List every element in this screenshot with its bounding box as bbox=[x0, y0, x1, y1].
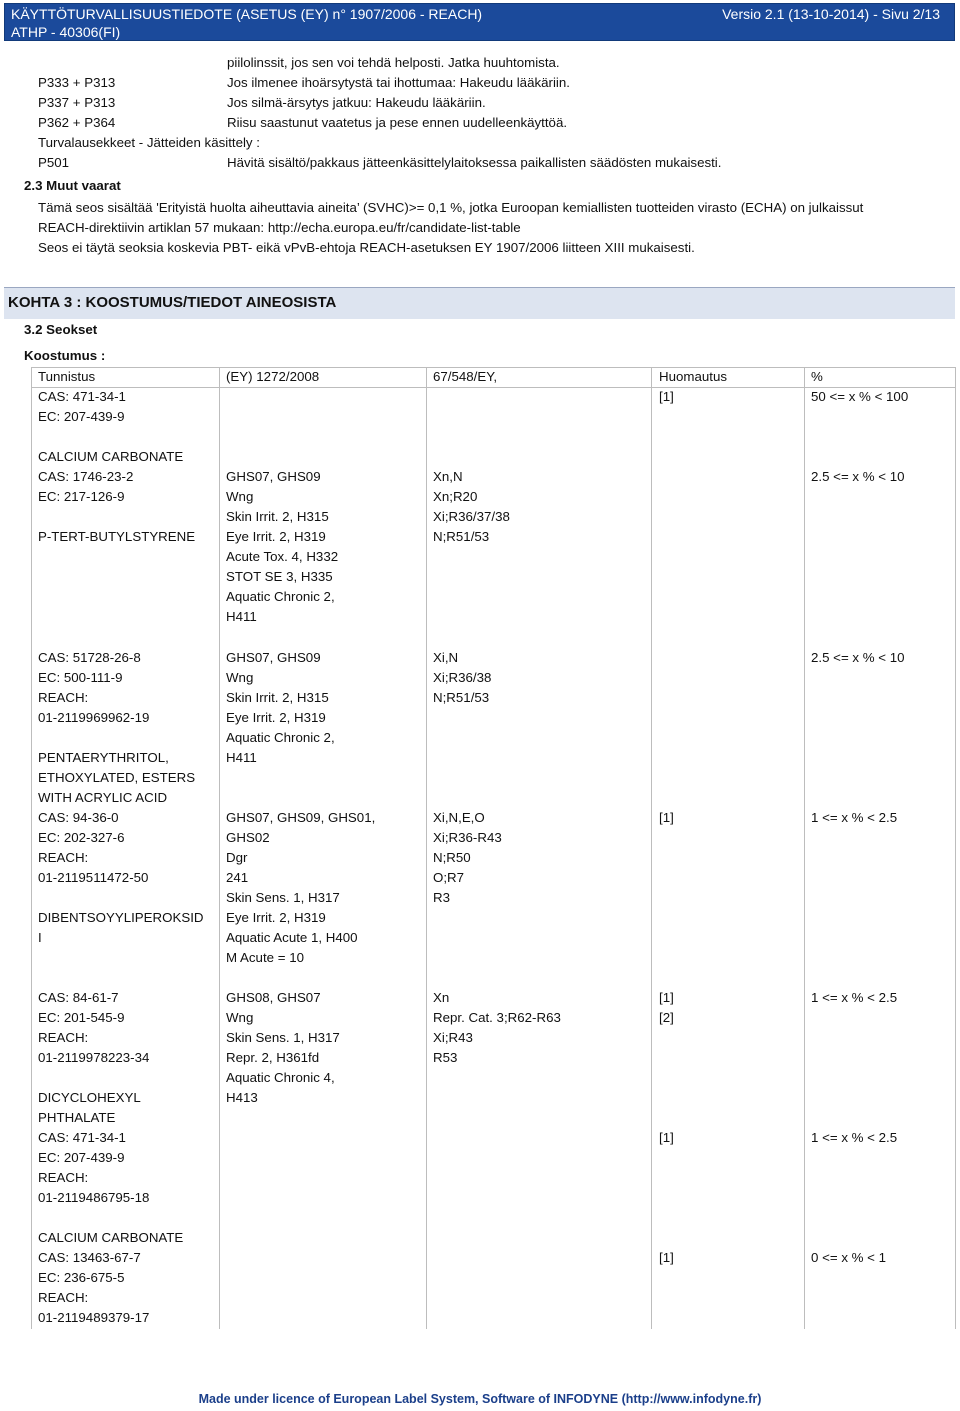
svhc-paragraph: Tämä seos sisältää 'Erityistä huolta aiheuttavia aineita’ (SVHC)>= 0,1 %, jotka Euroopan kemiallisten tuotteiden virasto (ECHA) on julkaissut bbox=[38, 200, 864, 215]
precaution-text: Riisu saastunut vaatetus ja pese ennen uudelleenkäyttöä. bbox=[227, 115, 568, 130]
table-cell-clp: GHS08, GHS07 Wng Skin Sens. 1, H317 Repr. 2, H361fd Aquatic Chronic 4, H413 bbox=[226, 990, 340, 1105]
column-divider bbox=[804, 367, 805, 1329]
footer-licence: Made under licence of European Label System, Software of INFODYNE (http://www.infodyne.fr) bbox=[198, 1392, 762, 1406]
precaution-code: P362 + P364 bbox=[38, 115, 116, 130]
column-header: Tunnistus bbox=[38, 369, 96, 384]
table-cell-percent: 50 <= x % < 100 bbox=[811, 389, 909, 404]
column-divider bbox=[651, 367, 652, 1329]
table-cell-percent: 1 <= x % < 2.5 bbox=[811, 1130, 898, 1145]
table-cell-identification: CAS: 1746-23-2 EC: 217-126-9 P-TERT-BUTYLSTYRENE bbox=[38, 469, 196, 544]
table-cell-identification: CAS: 51728-26-8 EC: 500-111-9 REACH: 01-2119969962-19 PENTAERYTHRITOL, ETHOXYLATED, ESTERS WITH ACRYLIC ACID bbox=[38, 650, 196, 805]
other-hazards-heading: 2.3 Muut vaarat bbox=[24, 178, 121, 193]
column-header: % bbox=[811, 369, 823, 384]
table-cell-identification: CAS: 471-34-1 EC: 207-439-9 CALCIUM CARBONATE bbox=[38, 389, 184, 464]
table-cell-clp: GHS07, GHS09 Wng Skin Irrit. 2, H315 Eye Irrit. 2, H319 Acute Tox. 4, H332 STOT SE 3, H335 Aquatic Chronic 2, H411 bbox=[226, 469, 339, 624]
table-cell-note: [1] [2] bbox=[659, 990, 674, 1025]
composition-table bbox=[31, 367, 956, 1329]
column-divider bbox=[219, 367, 220, 1329]
table-cell-identification: CAS: 13463-67-7 EC: 236-675-5 REACH: 01-2119489379-17 bbox=[38, 1250, 150, 1325]
disposal-heading: Turvalausekkeet - Jätteiden käsittely : bbox=[38, 135, 260, 150]
table-cell-note: [1] bbox=[659, 810, 674, 825]
table-cell-percent: 1 <= x % < 2.5 bbox=[811, 990, 898, 1005]
table-cell-note: [1] bbox=[659, 1130, 674, 1145]
table-cell-percent: 1 <= x % < 2.5 bbox=[811, 810, 898, 825]
mixtures-subheading: 3.2 Seokset bbox=[24, 322, 98, 337]
section-3-title: KOHTA 3 : KOOSTUMUS/TIEDOT AINEOSISTA bbox=[8, 294, 337, 311]
precaution-code: P337 + P313 bbox=[38, 95, 116, 110]
table-cell-note: [1] bbox=[659, 389, 674, 404]
composition-label: Koostumus : bbox=[24, 348, 106, 363]
product-code: ATHP - 40306(FI) bbox=[11, 24, 121, 40]
precaution-text: Jos ilmenee ihoärsytystä tai ihottumaa: Hakeudu lääkäriin. bbox=[227, 75, 570, 90]
precaution-continued: piilolinssit, jos sen voi tehdä helposti. Jatka huuhtomista. bbox=[227, 55, 560, 70]
document-title: KÄYTTÖTURVALLISUUSTIEDOTE (ASETUS (EY) n° 1907/2006 - REACH) bbox=[11, 6, 483, 22]
document-header bbox=[4, 3, 955, 41]
column-header: (EY) 1272/2008 bbox=[226, 369, 320, 384]
column-divider bbox=[31, 367, 32, 1329]
table-cell-identification: CAS: 471-34-1 EC: 207-439-9 REACH: 01-2119486795-18 CALCIUM CARBONATE bbox=[38, 1130, 184, 1245]
table-cell-clp: GHS07, GHS09 Wng Skin Irrit. 2, H315 Eye Irrit. 2, H319 Aquatic Chronic 2, H411 bbox=[226, 650, 335, 765]
table-cell-percent: 2.5 <= x % < 10 bbox=[811, 469, 905, 484]
table-cell-percent: 0 <= x % < 1 bbox=[811, 1250, 887, 1265]
table-cell-dsd: Xn,N Xn;R20 Xi;R36/37/38 N;R51/53 bbox=[433, 469, 510, 544]
table-cell-note: [1] bbox=[659, 1250, 674, 1265]
section-3-header bbox=[4, 287, 955, 319]
column-header: 67/548/EY, bbox=[433, 369, 498, 384]
table-cell-clp: GHS07, GHS09, GHS01, GHS02 Dgr 241 Skin Sens. 1, H317 Eye Irrit. 2, H319 Aquatic Acute 1, H400 M Acute = 10 bbox=[226, 810, 376, 965]
column-header: Huomautus bbox=[659, 369, 727, 384]
version-page: Versio 2.1 (13-10-2014) - Sivu 2/13 bbox=[722, 6, 940, 22]
column-divider bbox=[426, 367, 427, 1329]
table-cell-identification: CAS: 94-36-0 EC: 202-327-6 REACH: 01-2119511472-50 DIBENTSOYYLIPEROKSID I bbox=[38, 810, 204, 945]
pbt-statement: Seos ei täytä seoksia koskevia PBT- eikä vPvB-ehtoja REACH-asetuksen EY 1907/2006 liitteen XIII mukaisesti. bbox=[38, 240, 695, 255]
table-cell-dsd: Xn Repr. Cat. 3;R62-R63 Xi;R43 R53 bbox=[433, 990, 561, 1065]
precaution-text: Jos silmä-ärsytys jatkuu: Hakeudu lääkäriin. bbox=[227, 95, 486, 110]
table-cell-dsd: Xi,N,E,O Xi;R36-R43 N;R50 O;R7 R3 bbox=[433, 810, 502, 905]
reach-link-text: REACH-direktiivin artiklan 57 mukaan: http://echa.europa.eu/fr/candidate-list-table bbox=[38, 220, 521, 235]
precaution-code: P333 + P313 bbox=[38, 75, 116, 90]
column-divider bbox=[955, 367, 956, 1329]
disposal-text: Hävitä sisältö/pakkaus jätteenkäsittelylaitoksessa paikallisten säädösten mukaisesti. bbox=[227, 155, 722, 170]
table-cell-percent: 2.5 <= x % < 10 bbox=[811, 650, 905, 665]
table-cell-identification: CAS: 84-61-7 EC: 201-545-9 REACH: 01-2119978223-34 DICYCLOHEXYL PHTHALATE bbox=[38, 990, 150, 1125]
disposal-code: P501 bbox=[38, 155, 70, 170]
table-cell-dsd: Xi,N Xi;R36/38 N;R51/53 bbox=[433, 650, 492, 705]
